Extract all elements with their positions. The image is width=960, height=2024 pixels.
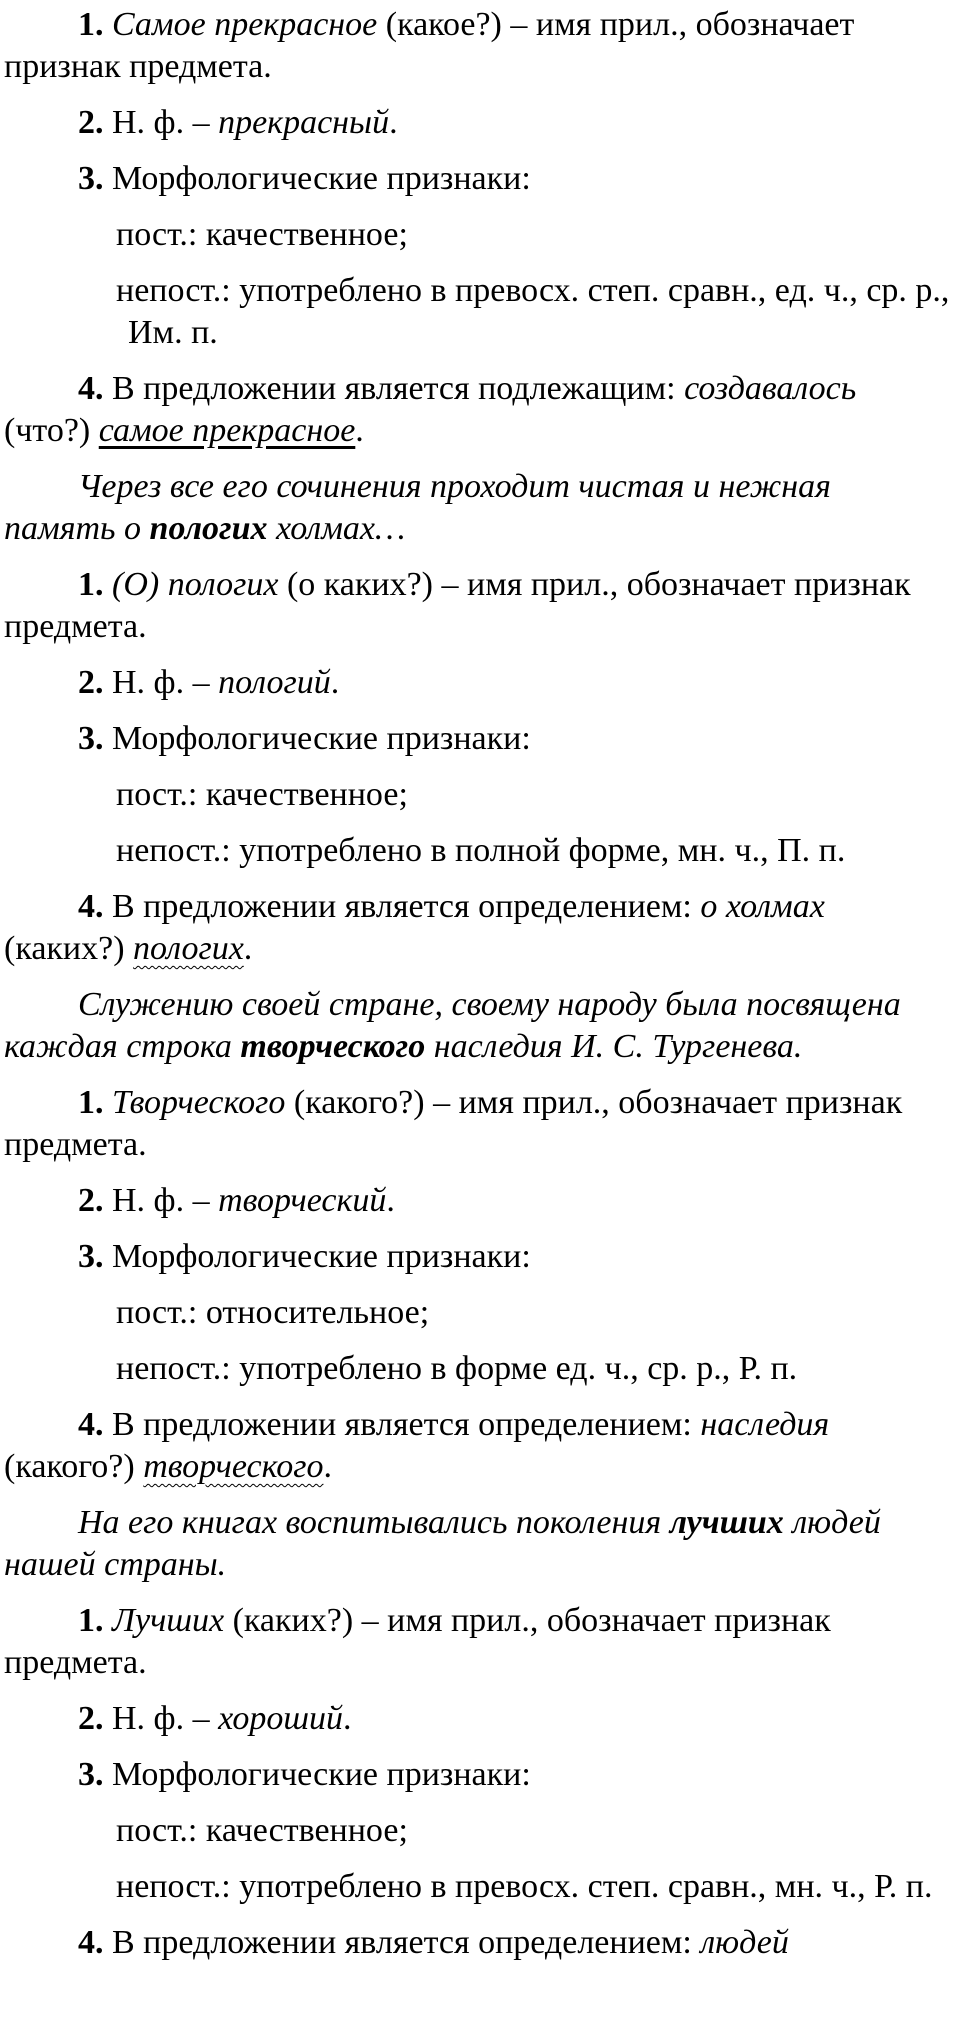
variable-features: непост.: употреблено в форме ед. ч., ср. р., Р. п. — [116, 1350, 798, 1387]
item-1 — [4, 4, 950, 88]
analyzed-word: Творческого — [112, 1084, 286, 1121]
main-word: создавалось — [684, 370, 857, 407]
item-text: Морфологические признаки: — [103, 1238, 531, 1275]
item-number: 3. — [78, 1238, 104, 1275]
item-number: 2. — [78, 1700, 104, 1737]
item-text: В предложении является определением: — [103, 888, 701, 925]
item-text: Н. ф. – — [103, 104, 219, 141]
initial-form: хороший — [218, 1700, 344, 1737]
item-text: В предложении является определением: — [103, 1924, 701, 1961]
question: (каких?) — [4, 930, 134, 967]
item-number: 2. — [78, 104, 104, 141]
item-3 — [4, 718, 950, 760]
constant-features: пост.: качественное; — [116, 216, 408, 253]
item-text: В предложении является подлежащим: — [103, 370, 685, 407]
constant-features: пост.: качественное; — [116, 776, 408, 813]
main-word: наследия — [700, 1406, 830, 1443]
item-number: 1. — [78, 1084, 104, 1121]
item-3 — [4, 1236, 950, 1278]
target-word: лучших — [669, 1504, 784, 1541]
item-number: 2. — [78, 664, 104, 701]
item-text: Н. ф. – — [103, 1700, 219, 1737]
attribute-underlined: творческого — [143, 1448, 324, 1485]
item-3 — [4, 1754, 950, 1796]
item-4 — [4, 1922, 950, 1964]
constant-features: пост.: относительное; — [116, 1294, 430, 1331]
item-2: 2. Н. ф. – пологий. — [78, 664, 340, 701]
attribute-underlined: пологих — [133, 930, 244, 967]
item-1 — [4, 1600, 950, 1684]
main-word: людей — [700, 1924, 789, 1961]
variable-features: непост.: употреблено в превосх. степ. сравн., мн. ч., Р. п. — [116, 1868, 933, 1905]
variable-features: непост.: употреблено в полной форме, мн. ч., П. п. — [116, 832, 846, 869]
item-number: 2. — [78, 1182, 104, 1219]
item-text: Н. ф. – — [103, 664, 219, 701]
item-1 — [4, 564, 950, 648]
item-text: Морфологические признаки: — [103, 720, 531, 757]
variable-features: непост.: употреблено в превосх. степ. сравн., ед. ч., ср. р., Им. п. — [116, 272, 950, 351]
target-word: творческого — [240, 1028, 426, 1065]
item-text: Морфологические признаки: — [103, 1756, 531, 1793]
question: (что?) — [4, 412, 99, 449]
item-text: (какое?) – имя прил., обозначает признак предмета. — [4, 6, 855, 85]
main-word: о холмах — [700, 888, 825, 925]
item-4: 4. В предложении является определением: наследия (какого?) творческого. — [4, 1406, 830, 1485]
example-sentence: Через все его сочинения проходит чистая и нежная память о пологих холмах… — [4, 468, 831, 547]
item-4: 4. В предложении является подлежащим: создавалось (что?) самое прекрасное. — [4, 370, 857, 449]
constant-features: пост.: качественное; — [116, 1812, 408, 1849]
item-text: Морфологические признаки: — [103, 160, 531, 197]
item-text: Н. ф. – — [103, 1182, 219, 1219]
analyzed-word: Лучших — [112, 1602, 225, 1639]
item-4: 4. В предложении является определением: о холмах (каких?) пологих. — [4, 888, 825, 967]
item-text: (каких?) – имя прил., обозначает признак предмета. — [4, 1602, 831, 1681]
initial-form: пологий — [218, 664, 331, 701]
item-2: 2. Н. ф. – хороший. — [78, 1700, 352, 1737]
example-sentence: На его книгах воспитывались поколения лучших людей нашей страны. — [4, 1504, 881, 1583]
subject-underlined: самое прекрасное — [98, 412, 356, 449]
item-text: (какого?) – имя прил., обозначает признак предмета. — [4, 1084, 903, 1163]
item-2: 2. Н. ф. – прекрасный. — [78, 104, 398, 141]
item-number: 1. — [78, 6, 104, 43]
item-text: (о каких?) – имя прил., обозначает признак предмета. — [4, 566, 911, 645]
example-sentence: Служению своей стране, своему народу была посвящена каждая строка творческого наследия И. С. Тургенева. — [4, 986, 901, 1065]
item-number: 1. — [78, 1602, 104, 1639]
item-number: 4. — [78, 1924, 104, 1961]
initial-form: творческий — [218, 1182, 387, 1219]
initial-form: прекрасный — [218, 104, 390, 141]
item-1 — [4, 1082, 950, 1166]
item-number: 4. — [78, 888, 104, 925]
item-3 — [4, 158, 950, 200]
question: (какого?) — [4, 1448, 144, 1485]
item-number: 3. — [78, 160, 104, 197]
analyzed-word: (О) пологих — [112, 566, 279, 603]
item-2: 2. Н. ф. – творческий. — [78, 1182, 395, 1219]
item-number: 3. — [78, 1756, 104, 1793]
item-number: 4. — [78, 1406, 104, 1443]
target-word: пологих — [149, 510, 268, 547]
item-number: 4. — [78, 370, 104, 407]
item-number: 1. — [78, 566, 104, 603]
analyzed-word: Самое прекрасное — [112, 6, 378, 43]
item-number: 3. — [78, 720, 104, 757]
item-text: В предложении является определением: — [103, 1406, 701, 1443]
